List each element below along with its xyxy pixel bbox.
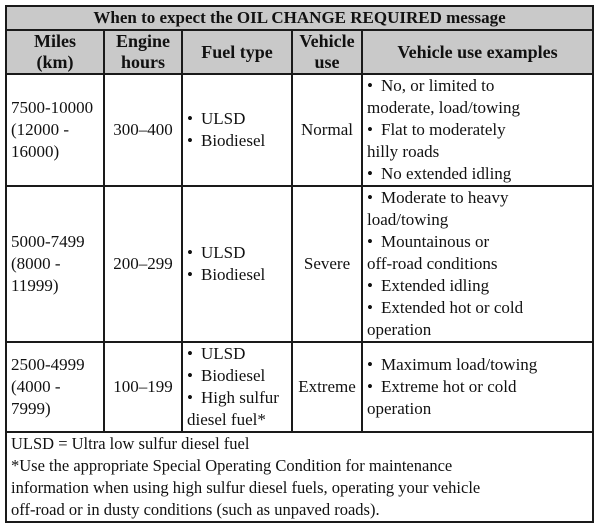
bullet-icon: • — [367, 188, 373, 207]
bullet-icon: • — [187, 131, 193, 150]
list-item — [187, 365, 287, 387]
oil-change-table — [5, 5, 594, 523]
header-miles — [6, 30, 104, 74]
cell-engine-hours: 100–199 — [104, 342, 182, 432]
cell-fuel-type — [182, 74, 292, 186]
list-item — [367, 376, 588, 420]
list-item — [367, 297, 588, 341]
example-text: moderate, load/towing — [367, 98, 520, 117]
cell-fuel-type — [182, 186, 292, 342]
cell-vehicle-use: Severe — [292, 186, 362, 342]
list-item — [367, 119, 588, 163]
table-row — [6, 186, 593, 342]
bullet-icon: • — [367, 276, 373, 295]
footnote-cell — [6, 432, 593, 522]
bullet-icon: • — [187, 109, 193, 128]
cell-engine-hours: 200–299 — [104, 186, 182, 342]
header-examples: Vehicle use examples — [362, 30, 593, 74]
example-text: operation — [367, 320, 432, 339]
footnote-line: information when using high sulfur diesel fuels, operating your vehicle — [11, 478, 481, 497]
bullet-icon: • — [187, 366, 193, 385]
fuel-label: Biodiesel — [201, 131, 266, 150]
example-text: operation — [367, 399, 432, 418]
table-title: When to expect the OIL CHANGE REQUIRED message — [6, 6, 593, 30]
fuel-list — [187, 242, 287, 286]
list-item — [367, 163, 588, 185]
miles-range: 2500-4999 — [11, 355, 85, 374]
cell-examples — [362, 186, 593, 342]
fuel-label: ULSD — [201, 344, 246, 363]
km-range-line1: (12000 - — [11, 120, 70, 139]
cell-fuel-type — [182, 342, 292, 432]
bullet-icon: • — [187, 344, 193, 363]
table-row — [6, 342, 593, 432]
list-item — [367, 275, 588, 297]
footnote-line: off-road or in dusty conditions (such as unpaved roads). — [11, 500, 380, 519]
cell-examples — [362, 342, 593, 432]
examples-list — [367, 354, 588, 420]
example-text: Mountainous or — [381, 232, 490, 251]
list-item — [367, 231, 588, 275]
example-text: off-road conditions — [367, 254, 498, 273]
cell-miles — [6, 186, 104, 342]
cell-examples — [362, 74, 593, 186]
example-text: load/towing — [367, 210, 449, 229]
fuel-label: ULSD — [201, 243, 246, 262]
bullet-icon: • — [367, 298, 373, 317]
bullet-icon: • — [367, 120, 373, 139]
bullet-icon: • — [367, 377, 373, 396]
footnote-row — [6, 432, 593, 522]
list-item — [187, 387, 287, 431]
header-miles-line2: (km) — [36, 52, 74, 72]
km-range-line2: 7999) — [11, 399, 51, 418]
example-text: No, or limited to — [381, 76, 495, 95]
list-item — [367, 354, 588, 376]
km-range-line2: 11999) — [11, 276, 59, 295]
example-text: Moderate to heavy — [381, 188, 509, 207]
km-range-line2: 16000) — [11, 142, 60, 161]
examples-list — [367, 75, 588, 185]
list-item — [187, 343, 287, 365]
bullet-icon: • — [367, 76, 373, 95]
fuel-list — [187, 108, 287, 152]
header-fuel-type: Fuel type — [182, 30, 292, 74]
fuel-label: High sulfur — [201, 388, 279, 407]
bullet-icon: • — [187, 388, 193, 407]
fuel-label: diesel fuel* — [187, 410, 266, 429]
list-item — [187, 108, 287, 130]
fuel-label: Biodiesel — [201, 265, 266, 284]
header-row — [6, 30, 593, 74]
miles-range: 5000-7499 — [11, 232, 85, 251]
header-miles-line1: Miles — [34, 31, 76, 51]
examples-list — [367, 187, 588, 341]
cell-miles — [6, 74, 104, 186]
fuel-label: ULSD — [201, 109, 246, 128]
example-text: Extreme hot or cold — [381, 377, 517, 396]
bullet-icon: • — [367, 355, 373, 374]
cell-vehicle-use: Normal — [292, 74, 362, 186]
header-use-line1: Vehicle — [299, 31, 355, 51]
list-item — [187, 242, 287, 264]
footnote-ulsd: ULSD = Ultra low sulfur diesel fuel — [11, 434, 250, 453]
table-row — [6, 74, 593, 186]
list-item — [367, 75, 588, 119]
bullet-icon: • — [187, 243, 193, 262]
cell-miles — [6, 342, 104, 432]
cell-vehicle-use: Extreme — [292, 342, 362, 432]
miles-range: 7500-10000 — [11, 98, 94, 117]
example-text: Maximum load/towing — [381, 355, 538, 374]
example-text: hilly roads — [367, 142, 440, 161]
example-text: Flat to moderately — [381, 120, 506, 139]
fuel-list — [187, 343, 287, 431]
header-hours-line2: hours — [120, 52, 165, 72]
bullet-icon: • — [367, 232, 373, 251]
header-hours-line1: Engine — [115, 31, 171, 51]
footnote-line: *Use the appropriate Special Operating Condition for maintenance — [11, 456, 453, 475]
header-use-line2: use — [314, 52, 340, 72]
list-item — [187, 130, 287, 152]
fuel-label: Biodiesel — [201, 366, 266, 385]
list-item — [367, 187, 588, 231]
km-range-line1: (8000 - — [11, 254, 61, 273]
cell-engine-hours: 300–400 — [104, 74, 182, 186]
list-item — [187, 264, 287, 286]
example-text: No extended idling — [381, 164, 512, 183]
km-range-line1: (4000 - — [11, 377, 61, 396]
header-vehicle-use — [292, 30, 362, 74]
bullet-icon: • — [367, 164, 373, 183]
example-text: Extended idling — [381, 276, 490, 295]
table-title-row — [6, 6, 593, 30]
header-engine-hours — [104, 30, 182, 74]
bullet-icon: • — [187, 265, 193, 284]
example-text: Extended hot or cold — [381, 298, 524, 317]
